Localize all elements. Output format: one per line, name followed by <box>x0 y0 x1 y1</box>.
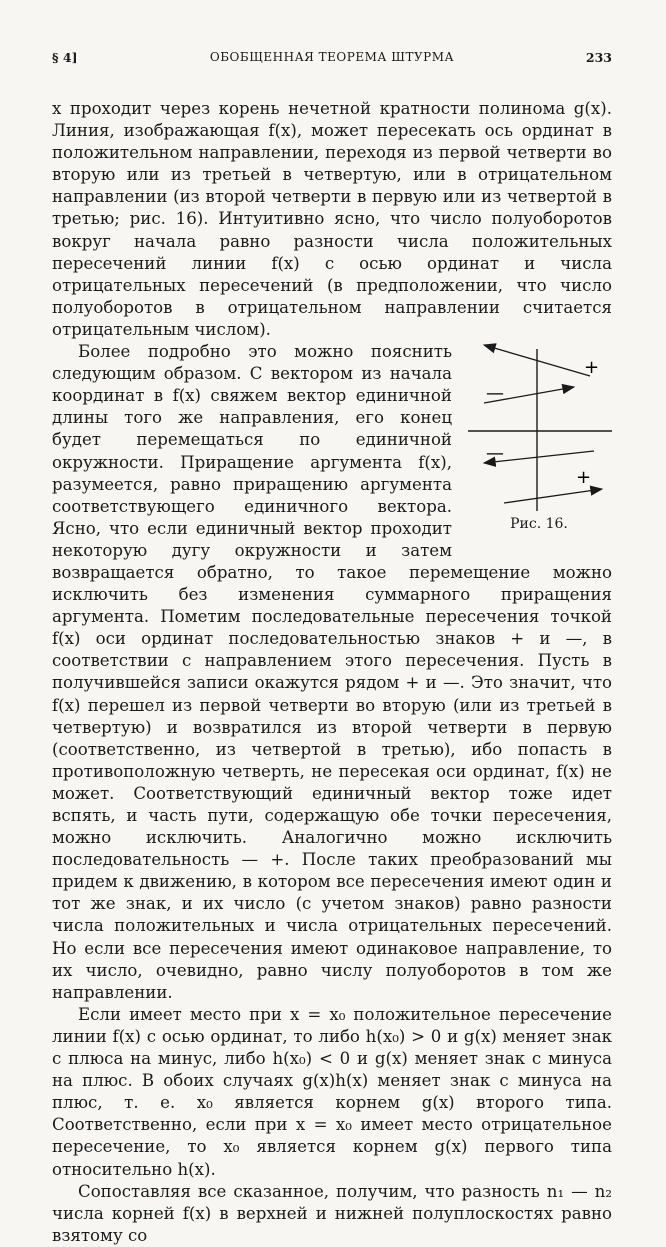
crossing-diagram <box>464 343 614 511</box>
crossing-arrow-4 <box>504 489 602 503</box>
running-title: ОБОБЩЕННАЯ ТЕОРЕМА ШТУРМА <box>209 50 455 64</box>
book-page <box>52 50 612 1247</box>
section-mark: § 4] <box>52 50 78 65</box>
paragraph-3: Если имеет место при x = x₀ положительное пересечение линии f(x) с осью ординат, то либо h(x₀) > 0 и g(x) меняет знак с плюса на минус, либо h(x₀) < 0 и g(x) меняет знак с минуса на плюс. В обоих случаях g(x)h(x) меняет знак с минуса на плюс, т. е. x₀ является корнем g(x) второго типа. Соответственно, если при x = x₀ имеет место отрицательное пересечение, то x₀ является корнем g(x) первого типа относительно h(x). <box>52 1004 612 1179</box>
body-text <box>52 98 612 1247</box>
paragraph-4: Сопоставляя все сказанное, получим, что разность n₁ — n₂ числа корней f(x) в верхней и нижней полуплоскостях равно взятому со <box>52 1181 612 1245</box>
figure-caption: Рис. 16. <box>510 516 568 533</box>
sign-minus-upper: — <box>486 383 504 405</box>
page-number: 233 <box>585 50 612 65</box>
figure-16 <box>460 343 618 535</box>
running-header <box>52 50 612 72</box>
sign-plus-bottom: + <box>576 467 592 489</box>
paragraph-1: x проходит через корень нечетной кратности полинома g(x). Линия, изображающая f(x), может пересекать ось ординат в положительном направлении, переходя из первой четверти во вторую или из третьей в четвертую, или в отрицательном направлении (из второй четверти в первую или из четвертой в третью; рис. 16). Интуитивно ясно, что число полуоборотов вокруг начала равно разности числа положительных пересечений линии f(x) с осью ординат и числа отрицательных пересечений (в предположении, что число полуоборотов в отрицательном направлении считается отрицательным числом). <box>52 99 612 339</box>
sign-plus-top: + <box>584 357 600 379</box>
sign-minus-lower: — <box>486 443 504 465</box>
paragraph-2: Более подробно это можно пояснить следующим образом. С вектором из начала координат в f(x) свяжем вектор единичной длины того же направления, его конец будет перемещаться по единичной окружности. Приращение аргумента f(x), разумеется, равно приращению аргумента соответствующего единичного вектора. Ясно, что если единичный вектор проходит некоторую дугу окружности и затем возвращается обратно, то такое перемещение можно исключить без изменения суммарного приращения аргумента. Пометим последовательные пересечения точкой f(x) оси ординат последовательностью знаков + и —, в соответствии с направлением этого пересечения. Пусть в получившейся записи окажутся рядом + и —. Это значит, что f(x) перешел из первой четверти во вторую (или из третьей в четвертую) и возвратился из второй четверти в первую (соответственно, из четвертой в третью), ибо попасть в противоположную четверть, не пересекая оси ординат, f(x) не может. Соответствующий единичный вектор тоже идет вспять, и часть пути, содержащую обе точки пересечения, можно исключить. Аналогично можно исключить последовательность — +. После таких преобразований мы придем к движению, в котором все пересечения имеют один и тот же знак, и их число (с учетом знаков) равно разности числа положительных и числа отрицательных пересечений. Но если все пересечения имеют одинаковое направление, то их число, очевидно, равно числу полуоборотов в том же направлении. <box>52 342 612 1002</box>
